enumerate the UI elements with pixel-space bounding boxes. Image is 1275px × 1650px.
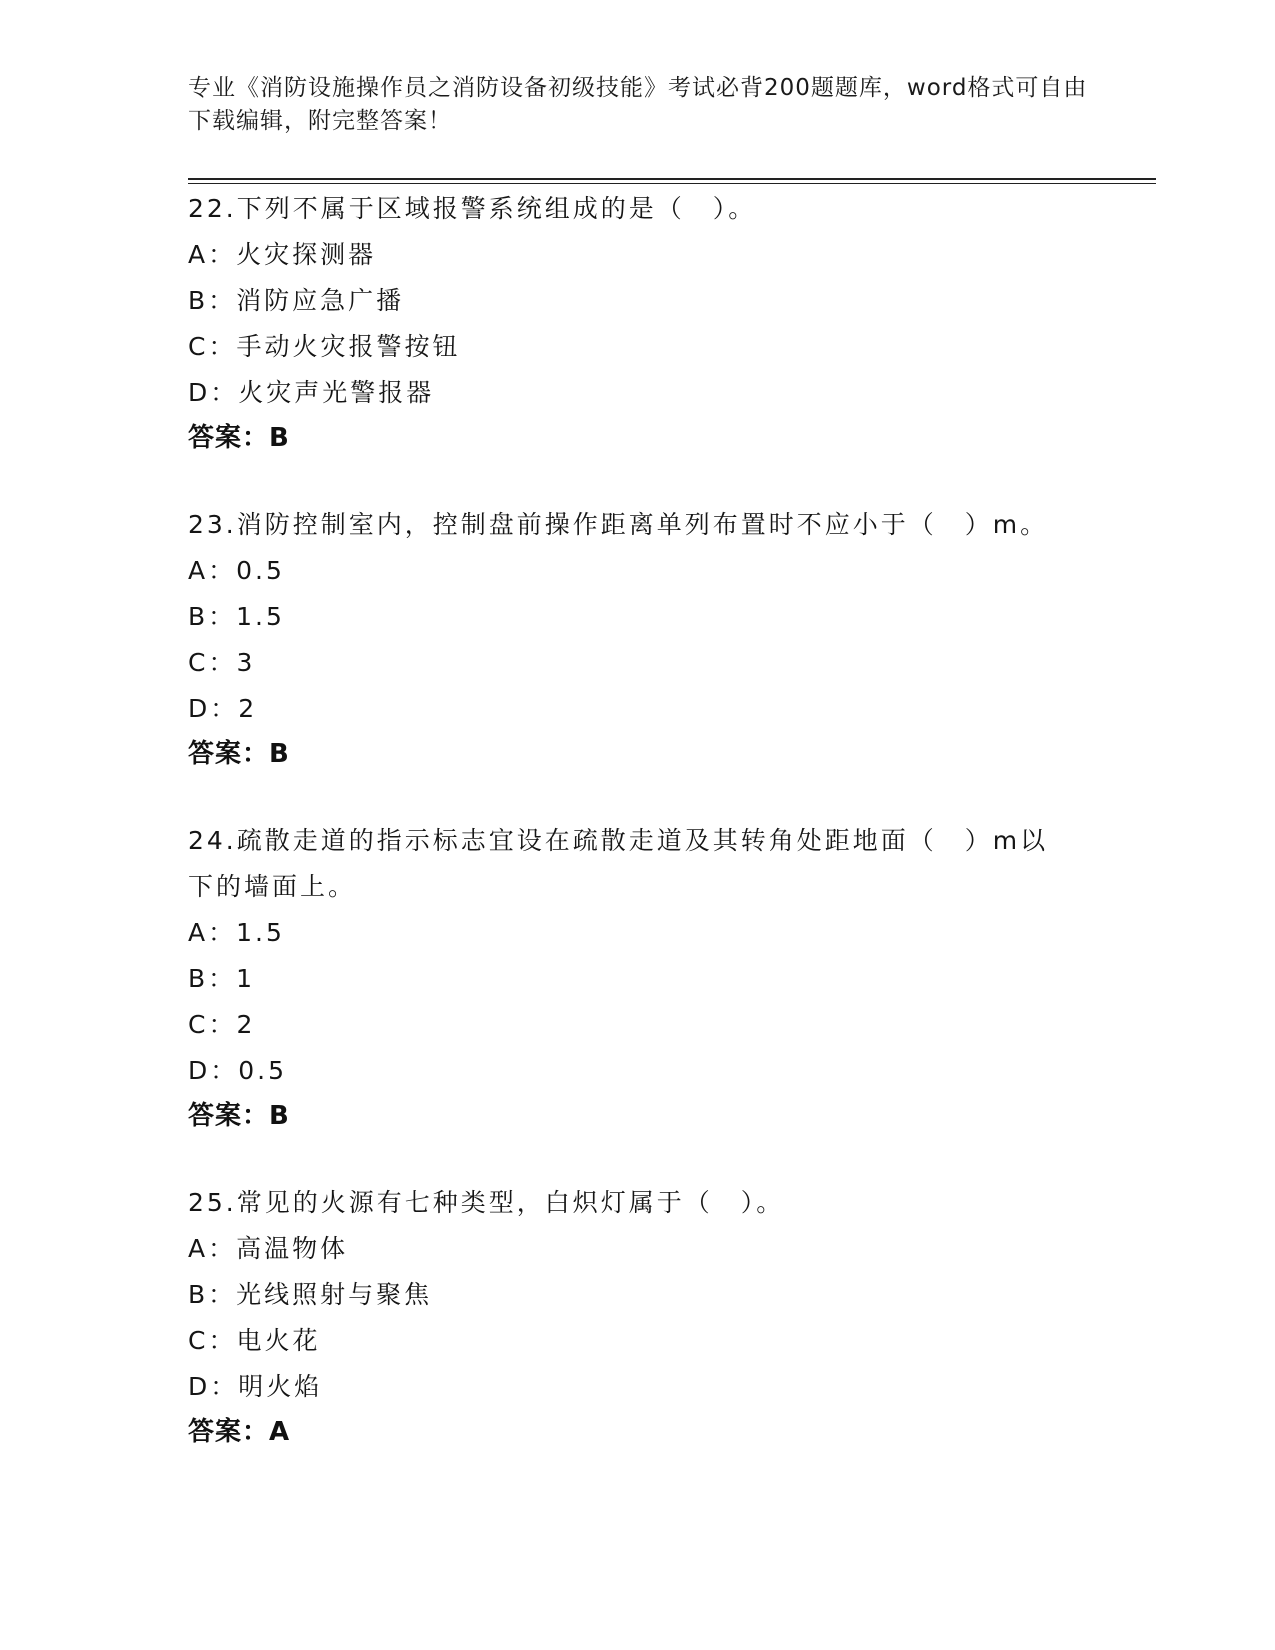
question-item (188, 818, 1068, 1138)
option-a: A：火灾探测器 (188, 240, 377, 269)
option-d: D：0.5 (188, 1056, 288, 1085)
header-divider-thin (188, 183, 1156, 184)
option-b: B：1.5 (188, 602, 285, 631)
option-a: A：1.5 (188, 918, 285, 947)
answer-line: 答案：B (188, 423, 290, 453)
question-title: 24.疏散走道的指示标志宜设在疏散走道及其转角处距地面（ ）m以下的墙面上。 (188, 826, 1049, 901)
question-title: 23.消防控制室内，控制盘前操作距离单列布置时不应小于（ ）m。 (188, 510, 1049, 539)
header-divider-thick (188, 178, 1156, 180)
option-c: C：手动火灾报警按钮 (188, 332, 461, 361)
option-c: C：电火花 (188, 1326, 321, 1355)
option-a: A：0.5 (188, 556, 285, 585)
option-b: B：消防应急广播 (188, 286, 405, 315)
option-c: C：2 (188, 1010, 256, 1039)
option-b: B：1 (188, 964, 256, 993)
question-item (188, 502, 1068, 776)
question-title: 22.下列不属于区域报警系统组成的是（ ）。 (188, 194, 757, 223)
answer-line: 答案：B (188, 1101, 290, 1131)
question-item (188, 1180, 1068, 1454)
answer-line: 答案：B (188, 739, 290, 769)
option-d: D：明火焰 (188, 1372, 323, 1401)
answer-line: 答案：A (188, 1417, 291, 1447)
option-d: D：2 (188, 694, 258, 723)
question-item (188, 186, 1068, 460)
document-header: 专业《消防设施操作员之消防设备初级技能》考试必背200题题库，word格式可自由下载编辑，附完整答案！ (188, 75, 1088, 134)
question-list (188, 186, 1068, 1496)
option-b: B：光线照射与聚焦 (188, 1280, 433, 1309)
option-a: A：高温物体 (188, 1234, 349, 1263)
option-c: C：3 (188, 648, 256, 677)
question-title: 25.常见的火源有七种类型，白炽灯属于（ ）。 (188, 1188, 785, 1217)
option-d: D：火灾声光警报器 (188, 378, 435, 407)
